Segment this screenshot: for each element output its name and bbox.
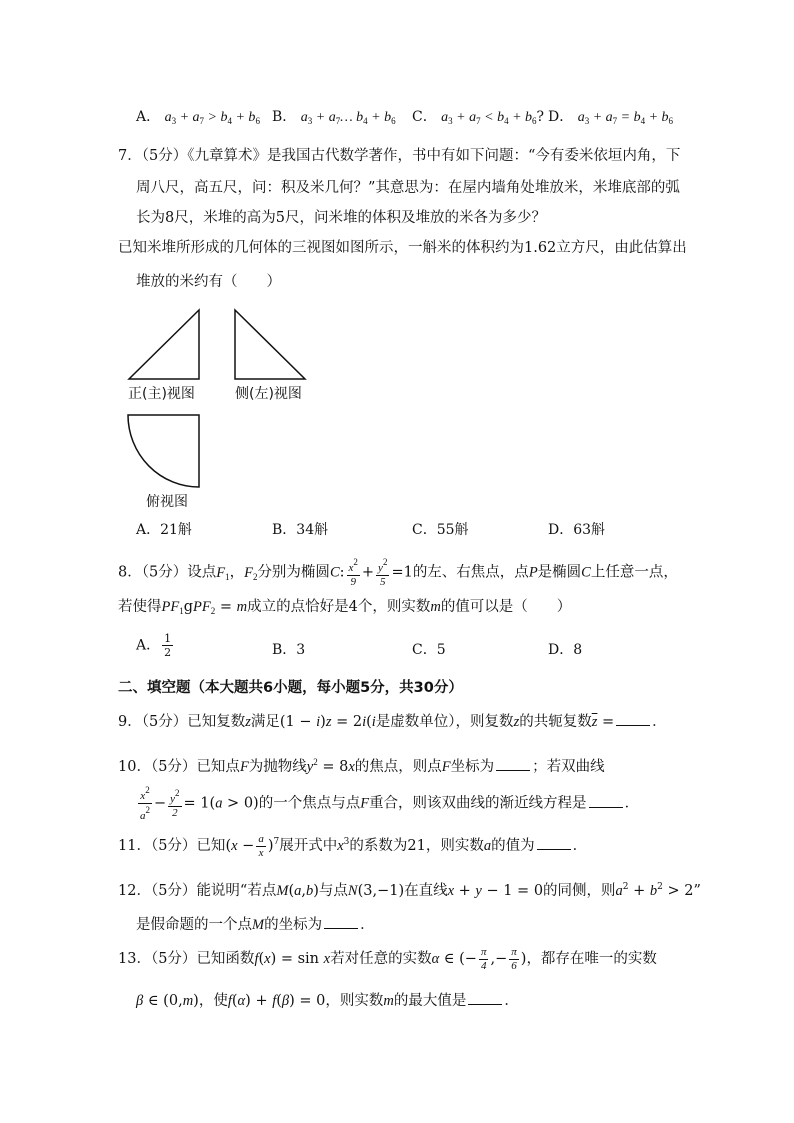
q10-line-1: 10．（5分）已知点F为抛物线$y^2 = 8x$的焦点，则点F坐标为 ；若双曲线 <box>118 757 605 775</box>
q7-option-b[interactable]: B．34斛 <box>272 522 329 538</box>
q7-line-4: 已知米堆所形成的几何体的三视图如图所示，一斛米的体积约为1.62立方尺，由此估算出 <box>118 240 687 256</box>
q6-option-b[interactable]: B． $a_3$ + $a_7\dots$ $b_4 + b_6$ <box>272 109 396 126</box>
q7-option-c[interactable]: C．55斛 <box>412 522 469 538</box>
q6-option-c[interactable]: C． $a_3 + a_7 < b_4 + b_6$? <box>412 109 545 126</box>
q6-option-a-expression: $a_3 + a_7 > b_4 + b_6$ <box>164 110 260 126</box>
q8-option-c[interactable]: C．5 <box>412 642 446 658</box>
q9-line: 9．（5分）已知复数z满足(1 − i)z = 2i(i是虚数单位），则复数z的共轭复数$\overline{z}$ = ． <box>118 711 667 732</box>
q6-option-d[interactable]: D． $a_3 + a_7 = b_4 + b_6$ <box>548 109 674 126</box>
q12-answer-blank[interactable] <box>324 914 358 929</box>
top-view-label: 俯视图 <box>146 494 188 510</box>
q8-line-1: 8．（5分）设点$F_1$，$F_2$分别为椭圆C: $\frac{x^2}{9}$ + $\frac{y^2}{5}$ =1的左、右焦点，点P是椭圆C上任意一点， <box>118 557 678 588</box>
front-view-figure <box>125 307 205 382</box>
q10-answer-blank-1[interactable] <box>496 756 530 771</box>
q7-option-a[interactable]: A．21斛 <box>136 522 192 538</box>
q8-option-b[interactable]: B．3 <box>272 642 306 658</box>
q6-option-d-expression: $a_3 + a_7 = b_4 + b_6$ <box>577 110 674 126</box>
q7-line-2: 周八尺，高五尺，问：积及米几何？”其意思为：在屋内墙角处堆放米，米堆底部的弧 <box>136 180 680 196</box>
q13-line-1: 13．（5分）已知函数f(x) = sin x若对任意的实数α ∈ (− $\frac{\pi}{4}$ ,− $\frac{\pi}{6}$ )，都存在唯一的实数 <box>118 945 657 972</box>
q11-line: 11．（5分）已知(x − $\frac{a}{x}$ )$^7$展开式中$x^3$的系数为21，则实数a的值为 ． <box>118 832 588 859</box>
q6-option-c-expression: $a_3 + a_7 < b_4 + b_6$ <box>441 110 537 126</box>
q6-option-a[interactable]: A． $a_3 + a_7 > b_4 + b_6$ <box>136 109 260 126</box>
q13-answer-blank[interactable] <box>468 990 502 1005</box>
q11-answer-blank[interactable] <box>537 835 571 850</box>
q7-line-1: 7．（5分）《九章算术》是我国古代数学著作，书中有如下问题：“今有委米依垣内角，下 <box>118 148 681 164</box>
q7-line-3: 长为8尺，米堆的高为5尺，问米堆的体积及堆放的米各为多少？ <box>136 210 546 226</box>
q6-option-b-expression: $a_3$ + $a_7\dots$ $b_4 + b_6$ <box>300 110 396 126</box>
front-view-label: 正(主)视图 <box>128 386 195 402</box>
q8-option-a[interactable]: A． $\frac{1}{2}$ <box>136 632 172 659</box>
q8-line-2: 若使得$PF_1gPF_2 = m$成立的点恰好是4个，则实数m的值可以是（ ） <box>118 599 572 616</box>
top-view-figure <box>125 411 205 491</box>
q12-line-2: 是假命题的一个点M的坐标为 ． <box>136 914 375 935</box>
q7-line-5: 堆放的米约有（ ） <box>136 274 281 290</box>
q10-line-2: $\frac{x^2}{a^2}$ − $\frac{y^2}{2}$ = 1(a > 0)的一个焦点与点F重合，则该双曲线的渐近线方程是 ． <box>140 785 640 822</box>
q10-answer-blank-2[interactable] <box>589 793 623 808</box>
q9-answer-blank[interactable] <box>616 711 650 726</box>
q8-option-d[interactable]: D．8 <box>548 642 583 658</box>
side-view-label: 侧(左)视图 <box>235 386 302 402</box>
q12-line-1: 12．（5分）能说明“若点M(a,b)与点N(3,−1)在直线x + y − 1 = 0的同侧，则$a^2 + b^2 > 2$” <box>118 882 701 899</box>
q7-option-d[interactable]: D．63斛 <box>548 522 606 538</box>
q13-line-2: β ∈ (0,m)，使f(α) + f(β) = 0，则实数m的最大值是 ． <box>136 990 519 1011</box>
section-heading: 二、填空题（本大题共6小题，每小题5分，共30分） <box>118 680 463 696</box>
side-view-figure <box>231 307 311 382</box>
